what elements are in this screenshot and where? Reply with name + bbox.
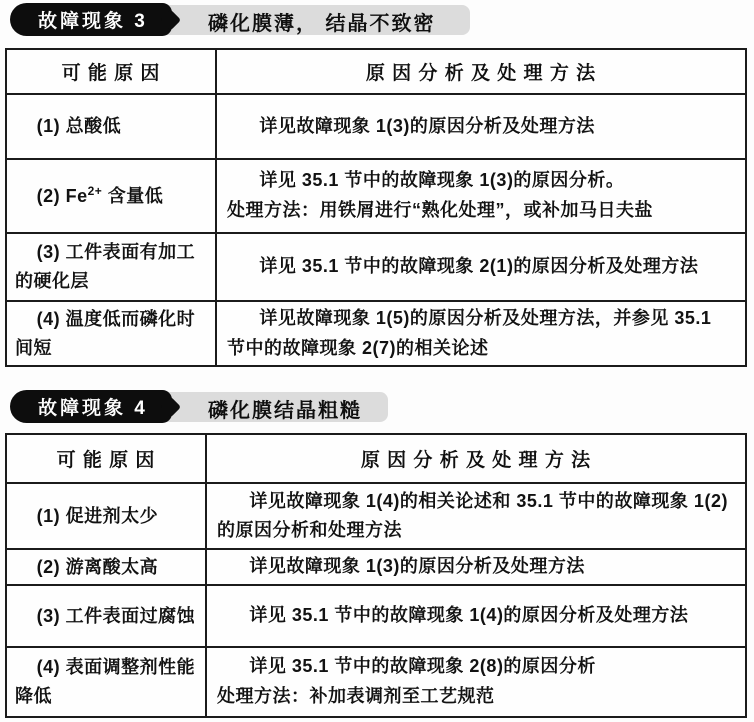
analysis-paragraph: 详见故障现象 1(5)的原因分析及处理方法，并参见 35.1 节中的故障现象 2(7)的相关论述 bbox=[227, 308, 712, 358]
analysis-paragraph: 详见故障现象 1(4)的相关论述和 35.1 节中的故障现象 1(2)的原因分析和处理方法 bbox=[217, 490, 728, 541]
treatment-method-text: 用铁屑进行“熟化处理”，或补加马日夫盐 bbox=[319, 200, 653, 220]
analysis-paragraph: 详见 35.1 节中的故障现象 1(4)的原因分析及处理方法 bbox=[249, 605, 689, 626]
analysis-cell bbox=[216, 233, 746, 301]
fault-section-3 bbox=[0, 3, 754, 367]
cause-cell bbox=[6, 585, 206, 647]
fault-badge bbox=[10, 390, 172, 423]
ion-superscript: 2+ bbox=[87, 183, 103, 198]
cause-cell bbox=[6, 483, 206, 549]
section-header bbox=[4, 390, 754, 424]
analysis-cell bbox=[216, 94, 746, 159]
column-header-analysis: 原 因 分 析 及 处 理 方 法 bbox=[206, 434, 746, 483]
cause-cell bbox=[6, 159, 216, 233]
analysis-cell bbox=[206, 585, 746, 647]
cause-cell bbox=[6, 301, 216, 366]
analysis-paragraph: 详见 35.1 节中的故障现象 1(3)的原因分析。 bbox=[259, 170, 625, 191]
analysis-paragraph: 详见故障现象 1(3)的原因分析及处理方法 bbox=[259, 115, 595, 136]
cause-cell bbox=[6, 549, 206, 585]
table-row bbox=[6, 301, 746, 366]
cause-text: (4) 表面调整剂性能降低 bbox=[15, 657, 196, 707]
treatment-method-prefix: 处理方法： bbox=[217, 686, 310, 707]
cause-text: (4) 温度低而磷化时间短 bbox=[15, 308, 196, 358]
fault-section-4 bbox=[0, 390, 754, 718]
badge-label: 故障现象 4 bbox=[38, 398, 148, 420]
causes-table bbox=[5, 433, 747, 718]
section-header bbox=[4, 3, 754, 37]
cause-text: (2) $Fe^{2+}$ 含量低 bbox=[36, 183, 164, 206]
analysis-paragraph: 详见故障现象 1(3)的原因分析及处理方法 bbox=[249, 556, 585, 577]
section-subtitle: 磷化膜薄， 结晶不致密 bbox=[208, 13, 436, 35]
table-row bbox=[6, 159, 746, 233]
cause-text: (1) 促进剂太少 bbox=[36, 505, 159, 526]
analysis-cell bbox=[206, 483, 746, 549]
treatment-method-prefix: 处理方法： bbox=[227, 200, 320, 220]
badge-label: 故障现象 3 bbox=[38, 11, 148, 32]
analysis-cell bbox=[206, 549, 746, 585]
causes-table bbox=[5, 48, 747, 367]
cause-cell bbox=[6, 94, 216, 159]
treatment-line bbox=[227, 196, 735, 226]
analysis-paragraph: 详见 35.1 节中的故障现象 2(8)的原因分析 bbox=[249, 656, 596, 677]
table-row bbox=[6, 94, 746, 159]
cause-cell bbox=[6, 647, 206, 717]
cause-text: (2) 游离酸太高 bbox=[36, 556, 159, 577]
treatment-line bbox=[217, 682, 735, 712]
table-row bbox=[6, 585, 746, 647]
analysis-cell bbox=[206, 647, 746, 717]
analysis-cell bbox=[216, 159, 746, 233]
table-row bbox=[6, 233, 746, 301]
cause-text: (1) 总酸低 bbox=[36, 116, 122, 137]
cause-cell bbox=[6, 233, 216, 301]
table-header-row bbox=[6, 434, 746, 483]
fault-badge bbox=[10, 3, 172, 36]
table-header-row bbox=[6, 49, 746, 94]
table-row bbox=[6, 647, 746, 717]
cause-text: (3) 工件表面过腐蚀 bbox=[36, 605, 196, 626]
column-header-cause: 可 能 原 因 bbox=[6, 434, 206, 483]
analysis-cell bbox=[216, 301, 746, 366]
column-header-cause: 可 能 原 因 bbox=[6, 49, 216, 94]
analysis-paragraph: 详见 35.1 节中的故障现象 2(1)的原因分析及处理方法 bbox=[259, 256, 699, 277]
cause-text: (3) 工件表面有加工的硬化层 bbox=[15, 242, 196, 291]
table-row bbox=[6, 483, 746, 549]
treatment-method-text: 补加表调剂至工艺规范 bbox=[309, 686, 495, 707]
section-subtitle: 磷化膜结晶粗糙 bbox=[208, 400, 362, 423]
table-row bbox=[6, 549, 746, 585]
column-header-analysis: 原 因 分 析 及 处 理 方 法 bbox=[216, 49, 746, 94]
